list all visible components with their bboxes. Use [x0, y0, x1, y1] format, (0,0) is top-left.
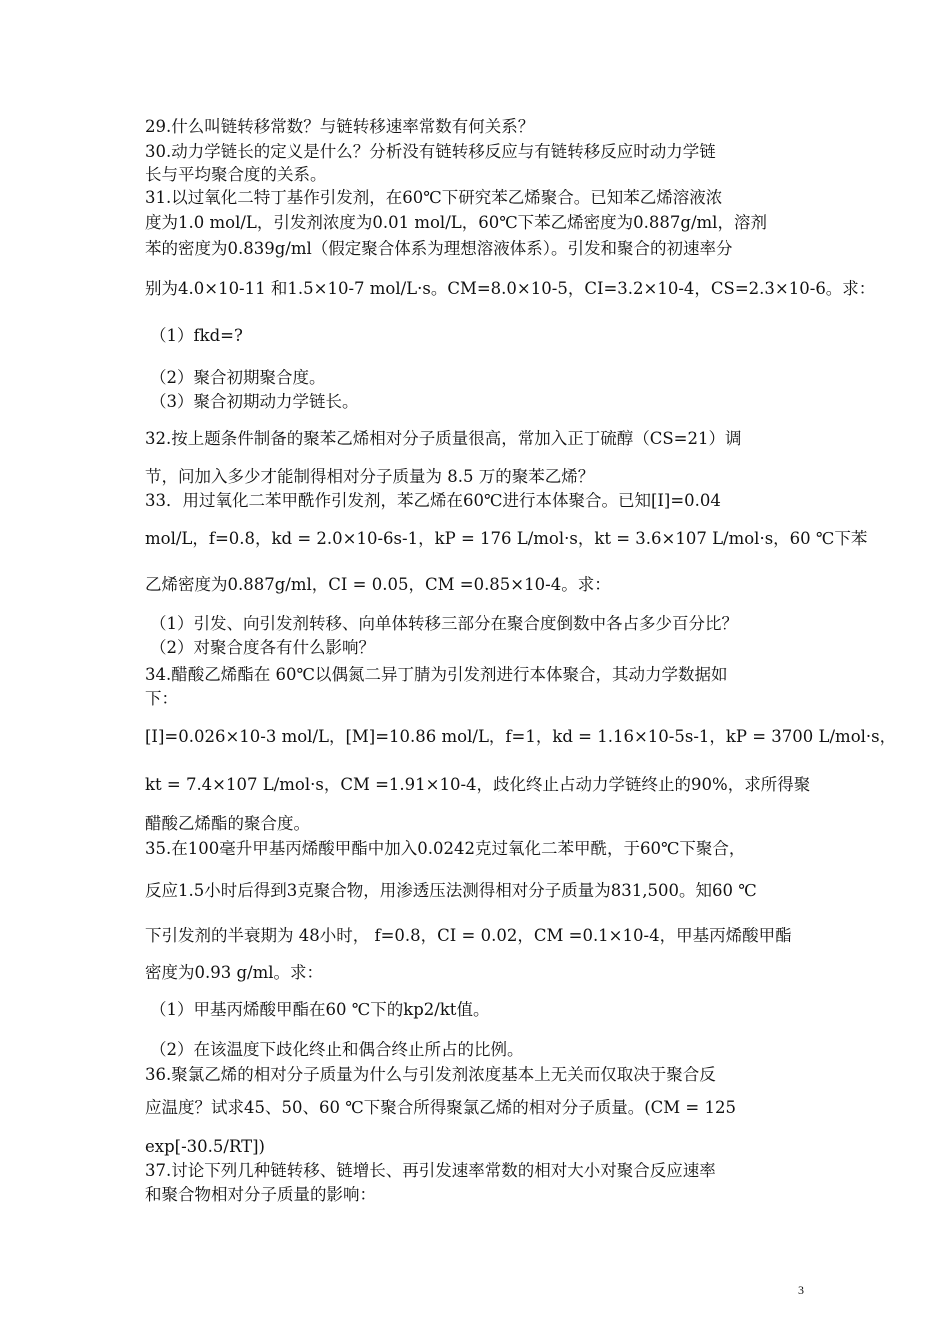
- text-line: （2）聚合初期聚合度。: [150, 368, 326, 387]
- text-line: 醋酸乙烯酯的聚合度。: [145, 814, 310, 833]
- text-line: 35.在100毫升甲基丙烯酸甲酯中加入0.0242克过氧化二苯甲酰，于60℃下聚合，: [145, 839, 746, 858]
- text-line: 29.什么叫链转移常数？与链转移速率常数有何关系？: [145, 117, 535, 136]
- text-line: 下：: [145, 689, 178, 708]
- text-line: 和聚合物相对分子质量的影响：: [145, 1185, 376, 1204]
- text-line: 别为4.0×10-11 和1.5×10-7 mol/L·s。CM=8.0×10-5，CI=3.2×10-4，CS=2.3×10-6。求：: [145, 279, 876, 298]
- text-line: 36.聚氯乙烯的相对分子质量为什么与引发剂浓度基本上无关而仅取决于聚合反: [145, 1065, 716, 1084]
- text-line: 33．用过氧化二苯甲酰作引发剂，苯乙烯在60℃进行本体聚合。已知[I]=0.04: [145, 491, 721, 510]
- text-line: 34.醋酸乙烯酯在 60℃以偶氮二异丁腈为引发剂进行本体聚合，其动力学数据如: [145, 665, 728, 684]
- text-line: 反应1.5小时后得到3克聚合物，用渗透压法测得相对分子质量为831,500。知60 ℃: [145, 881, 757, 900]
- text-line: kt = 7.4×107 L/mol·s，CM =1.91×10-4，歧化终止占动力学链终止的90%，求所得聚: [145, 775, 811, 794]
- text-line: （2）在该温度下歧化终止和偶合终止所占的比例。: [150, 1040, 524, 1059]
- text-line: （1）甲基丙烯酸甲酯在60 ℃下的kp2/kt值。: [150, 1000, 490, 1019]
- text-line: 37.讨论下列几种链转移、链增长、再引发速率常数的相对大小对聚合反应速率: [145, 1161, 716, 1180]
- text-line: 度为1.0 mol/L，引发剂浓度为0.01 mol/L，60℃下苯乙烯密度为0.887g/ml，溶剂: [145, 213, 767, 232]
- text-line: （3）聚合初期动力学链长。: [150, 392, 359, 411]
- page-number: 3: [798, 1283, 804, 1297]
- text-line: 长与平均聚合度的关系。: [145, 165, 327, 184]
- text-line: 节，问加入多少才能制得相对分子质量为 8.5 万的聚苯乙烯？: [145, 467, 595, 486]
- text-line: （1）引发、向引发剂转移、向单体转移三部分在聚合度倒数中各占多少百分比？: [150, 614, 738, 633]
- text-line: 32.按上题条件制备的聚苯乙烯相对分子质量很高，常加入正丁硫醇（CS=21）调: [145, 429, 742, 448]
- text-line: exp[-30.5/RT]): [145, 1137, 265, 1156]
- text-line: 密度为0.93 g/ml。求：: [145, 963, 324, 982]
- text-line: 31.以过氧化二特丁基作引发剂，在60℃下研究苯乙烯聚合。已知苯乙烯溶液浓: [145, 188, 723, 207]
- text-line: 30.动力学链长的定义是什么？分析没有链转移反应与有链转移反应时动力学链: [145, 142, 716, 161]
- text-line: 乙烯密度为0.887g/ml，CI = 0.05，CM =0.85×10-4。求：: [145, 575, 611, 594]
- text-line: （2）对聚合度各有什么影响？: [150, 638, 375, 657]
- text-line: 下引发剂的半衰期为 48小时， f=0.8，CI = 0.02，CM =0.1×10-4，甲基丙烯酸甲酯: [145, 926, 792, 945]
- text-line: 苯的密度为0.839g/ml（假定聚合体系为理想溶液体系）。引发和聚合的初速率分: [145, 239, 733, 258]
- text-line: [I]=0.026×10-3 mol/L，[M]=10.86 mol/L，f=1，kd = 1.16×10-5s-1，kP = 3700 L/mol·s，: [145, 727, 897, 746]
- text-line: mol/L，f=0.8，kd = 2.0×10-6s-1，kP = 176 L/mol·s，kt = 3.6×107 L/mol·s，60 ℃下苯: [145, 529, 868, 548]
- text-line: （1）fkd=?: [150, 326, 243, 345]
- text-line: 应温度？试求45、50、60 ℃下聚合所得聚氯乙烯的相对分子质量。(CM = 125: [145, 1098, 736, 1117]
